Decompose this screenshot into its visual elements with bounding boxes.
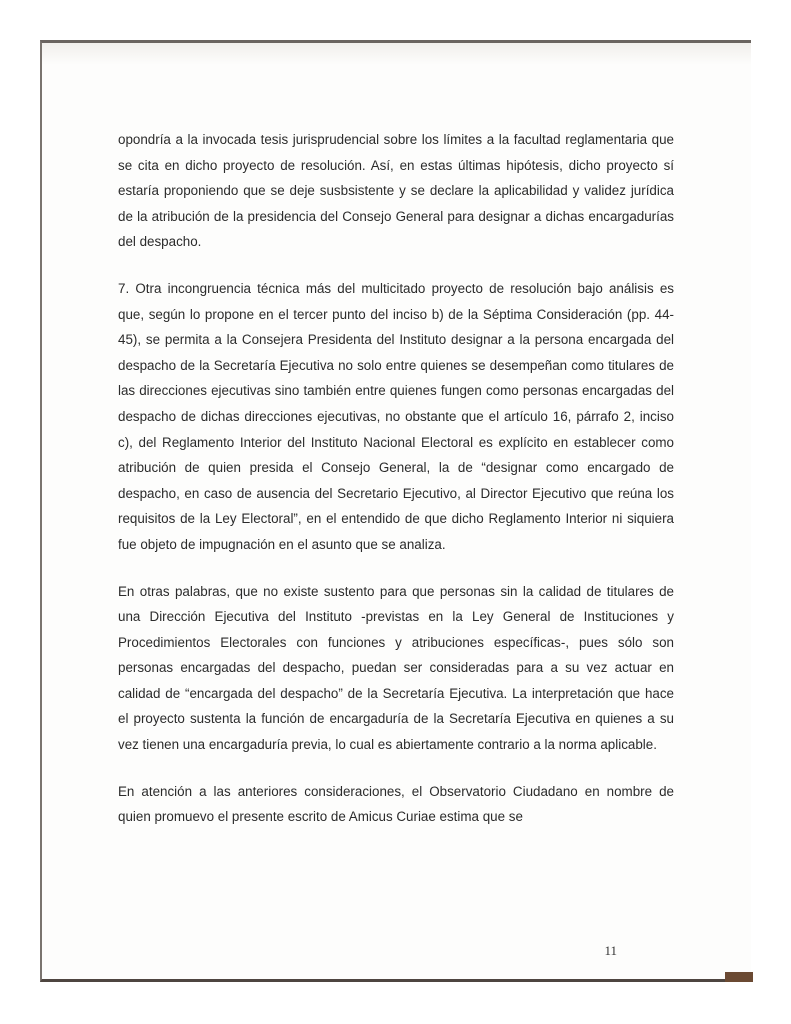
document-body — [118, 127, 674, 830]
page-number: 11 — [604, 943, 617, 958]
paragraph-otras-palabras: En otras palabras, que no existe sustento para que personas sin la calidad de titulares de una Dirección Ejecutiva del Instituto -previstas en la Ley General de Instituciones y Procedimientos Electorales con funciones y atribuciones específicas-, pues sólo son personas encargadas del despacho, puedan ser consideradas para a su vez actuar en calidad de “encargada del despacho” de la Secretaría Ejecutiva. La interpretación que hace el proyecto sustenta la función de encargaduría de la Secretaría Ejecutiva en quienes a su vez tienen una encargaduría previa, lo cual es abiertamente contrario a la norma aplicable. — [118, 583, 674, 753]
scanned-page — [40, 40, 751, 982]
paragraph-conclusion: En atención a las anteriores consideraciones, el Observatorio Ciudadano en nombre de quien promuevo el presente escrito de Amicus Curiae estima que se — [118, 783, 674, 825]
paragraph-point-7: 7. Otra incongruencia técnica más del multicitado proyecto de resolución bajo análisis es que, según lo propone en el tercer punto del inciso b) de la Séptima Consideración (pp. 44-45), se permita a la Consejera Presidenta del Instituto designar a la persona encargada del despacho de la Secretaría Ejecutiva no solo entre quienes se desempeñan como titulares de las direcciones ejecutivas sino también entre quienes fungen como personas encargadas del despacho de dichas direcciones ejecutivas, no obstante que el artículo 16, párrafo 2, inciso c), del Reglamento Interior del Instituto Nacional Electoral es explícito en establecer como atribución de quien presida el Consejo General, la de “designar como encargado de despacho, en caso de ausencia del Secretario Ejecutivo, al Director Ejecutivo que reúna los requisitos de la Ley Electoral”, en el entendido de que dicho Reglamento Interior ni siquiera fue objeto de impugnación en el asunto que se analiza. — [118, 280, 674, 552]
paragraph-continuation: opondría a la invocada tesis jurisprudencial sobre los límites a la facultad reglamentaria que se cita en dicho proyecto de resolución. Así, en estas últimas hipótesis, dicho proyecto sí estaría proponiendo que se deje susbsistente y se declare la aplicabilidad y validez jurídica de la atribución de la presidencia del Consejo General para designar a dichas encargadurías del despacho. — [118, 132, 674, 250]
